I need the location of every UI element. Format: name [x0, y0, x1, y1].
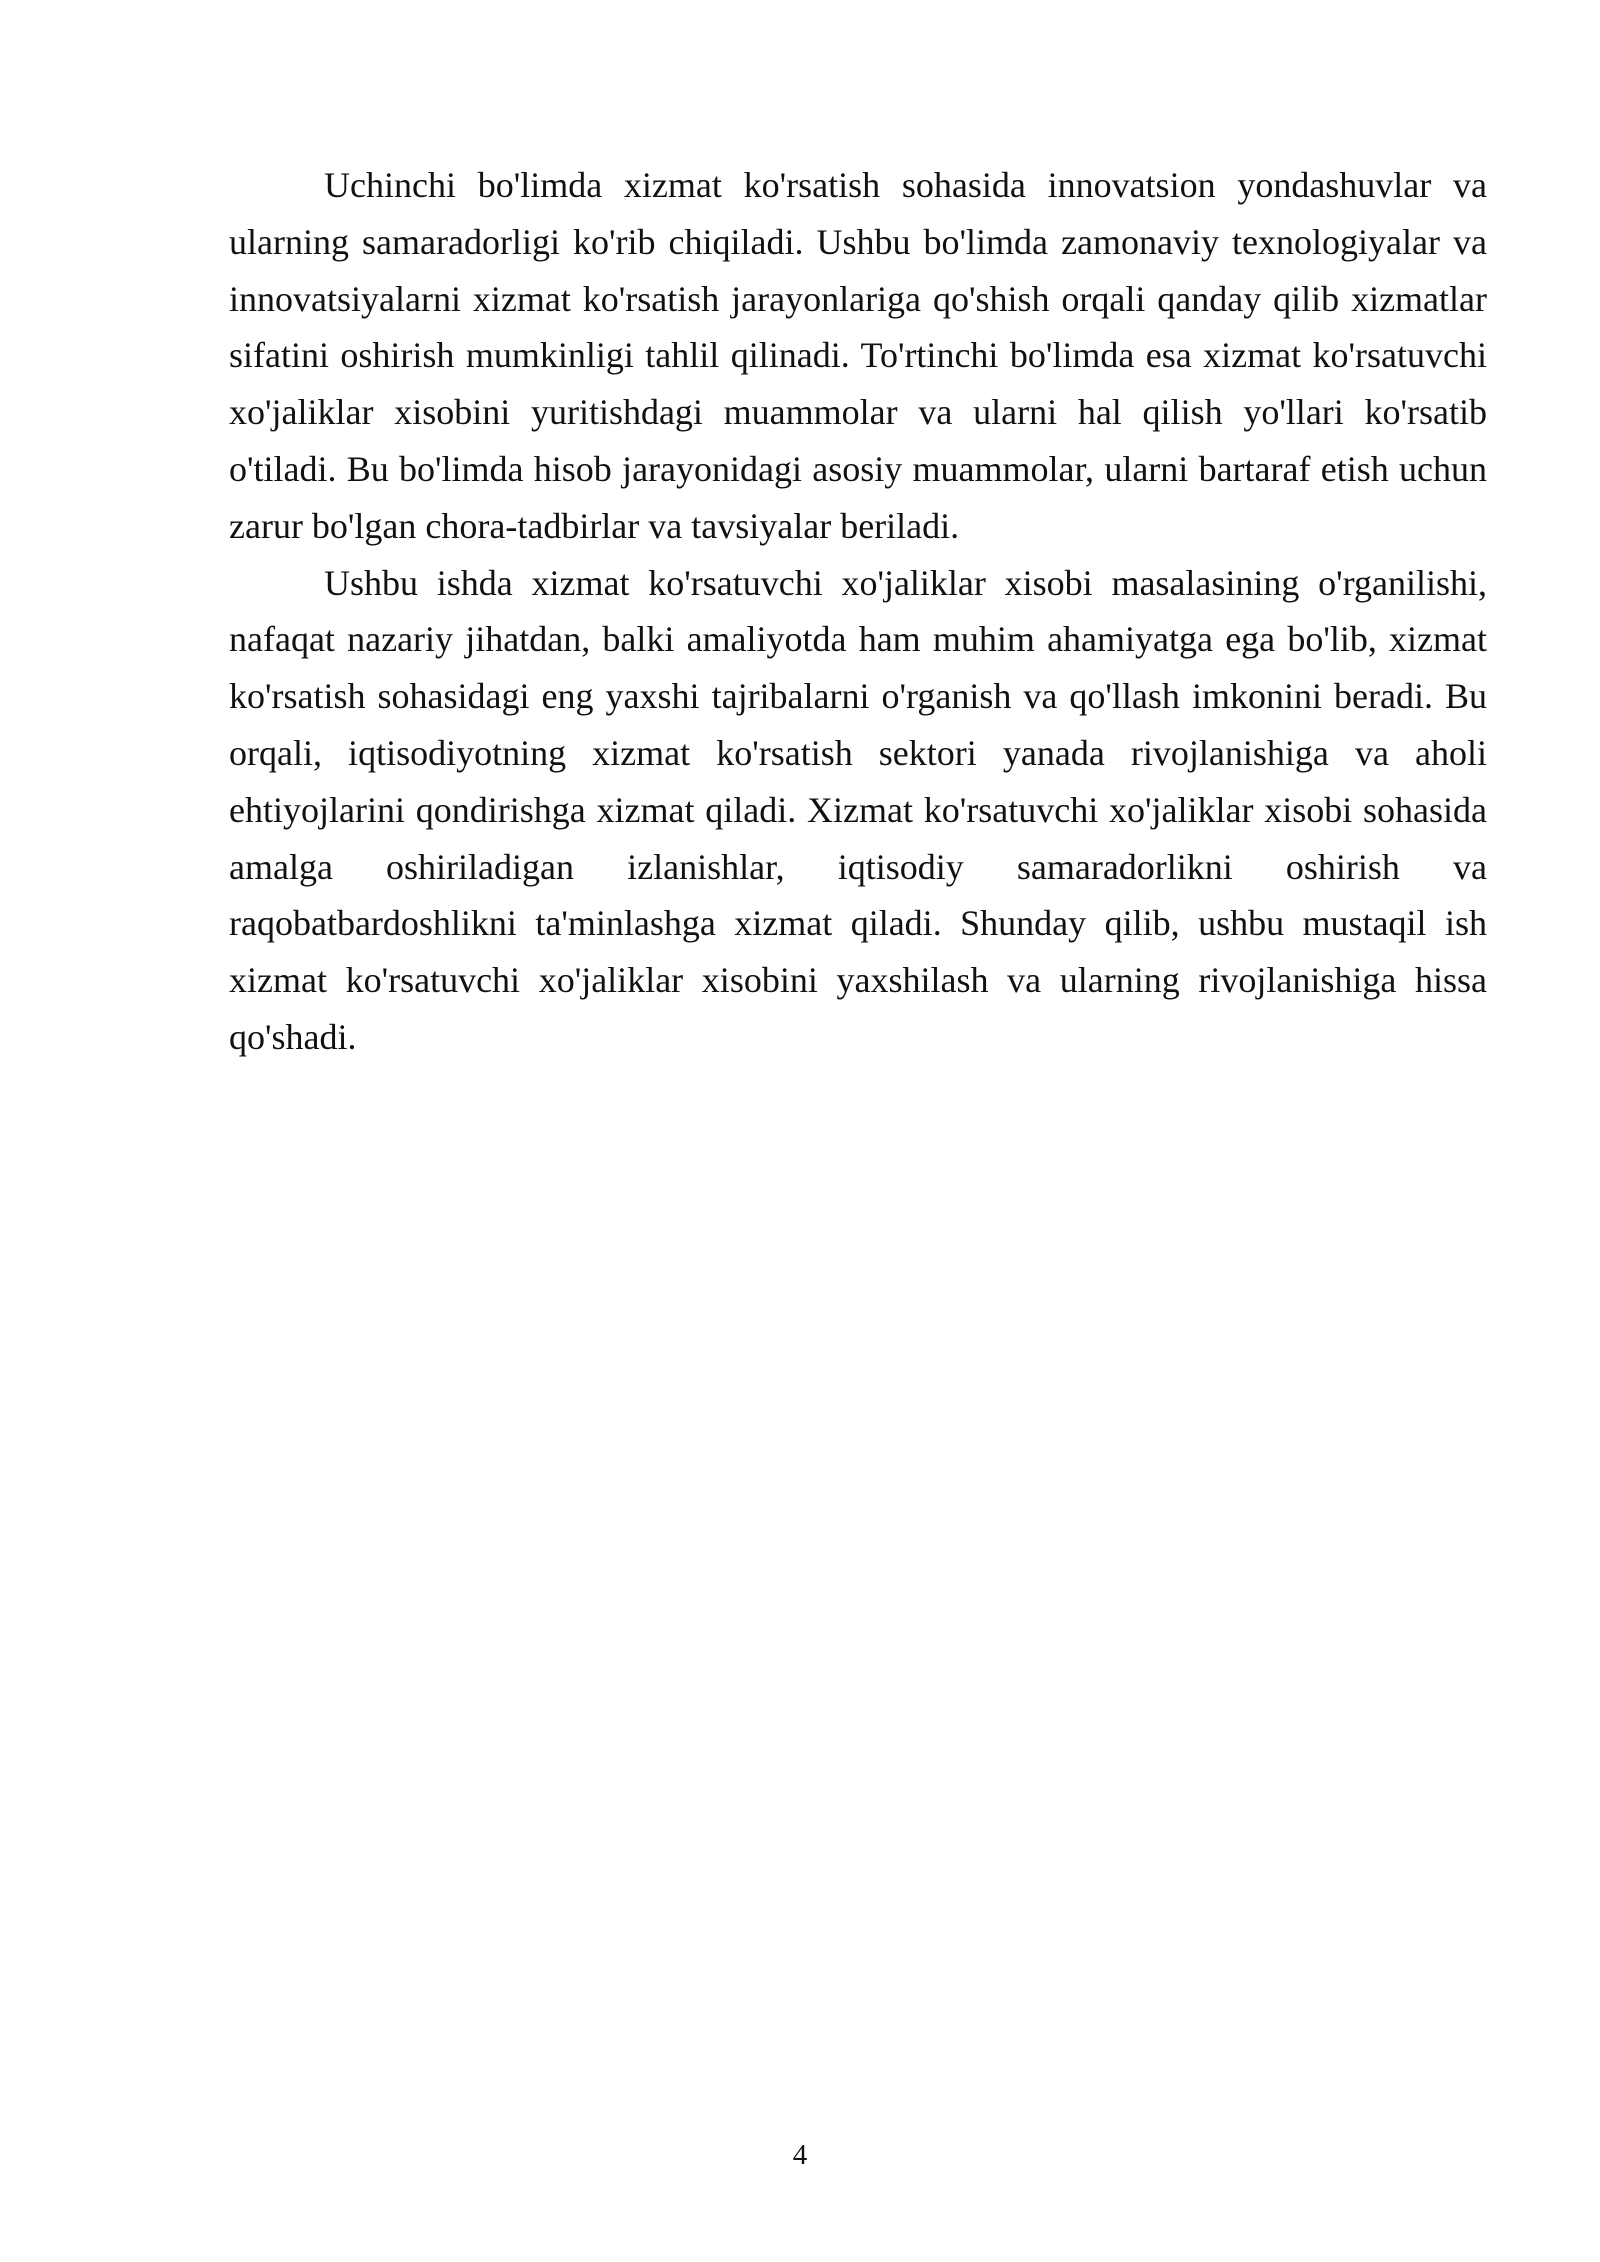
paragraph-1: Uchinchi bo'limda xizmat ko'rsatish sohasida innovatsion yondashuvlar va ularning samaradorligi ko'rib chiqiladi. Ushbu bo'limda zamonaviy texnologiyalar va innovatsiyalarni xizmat ko'rsatish jarayonlariga qo'shish orqali qanday qilib xizmatlar sifatini oshirish mumkinligi tahlil qilinadi. To'rtinchi bo'limda esa xizmat ko'rsatuvchi xo'jaliklar xisobini yuritishdagi muammolar va ularni hal qilish yo'llari ko'rsatib o'tiladi. Bu bo'limda hisob jarayonidagi asosiy muammolar, ularni bartaraf etish uchun zarur bo'lgan chora-tadbirlar va tavsiyalar beriladi. — [229, 165, 1487, 546]
page-number: 4 — [792, 2139, 808, 2171]
paragraph-2: Ushbu ishda xizmat ko'rsatuvchi xo'jaliklar xisobi masalasining o'rganilishi, nafaqat nazariy jihatdan, balki amaliyotda ham muhim ahamiyatga ega bo'lib, xizmat ko'rsatish sohasidagi eng yaxshi tajribalarni o'rganish va qo'llash imkonini beradi. Bu orqali, iqtisodiyotning xizmat ko'rsatish sektori yanada rivojlanishiga va aholi ehtiyojlarini qondirishga xizmat qiladi. Xizmat ko'rsatuvchi xo'jaliklar xisobi sohasida amalga oshiriladigan izlanishlar, iqtisodiy samaradorlikni oshirish va raqobatbardoshlikni ta'minlashga xizmat qiladi. Shunday qilib, ushbu mustaqil ish xizmat ko'rsatuvchi xo'jaliklar xisobini yaxshilash va ularning rivojlanishiga hissa qo'shadi. — [229, 562, 1487, 1057]
page-body — [229, 157, 1487, 1066]
